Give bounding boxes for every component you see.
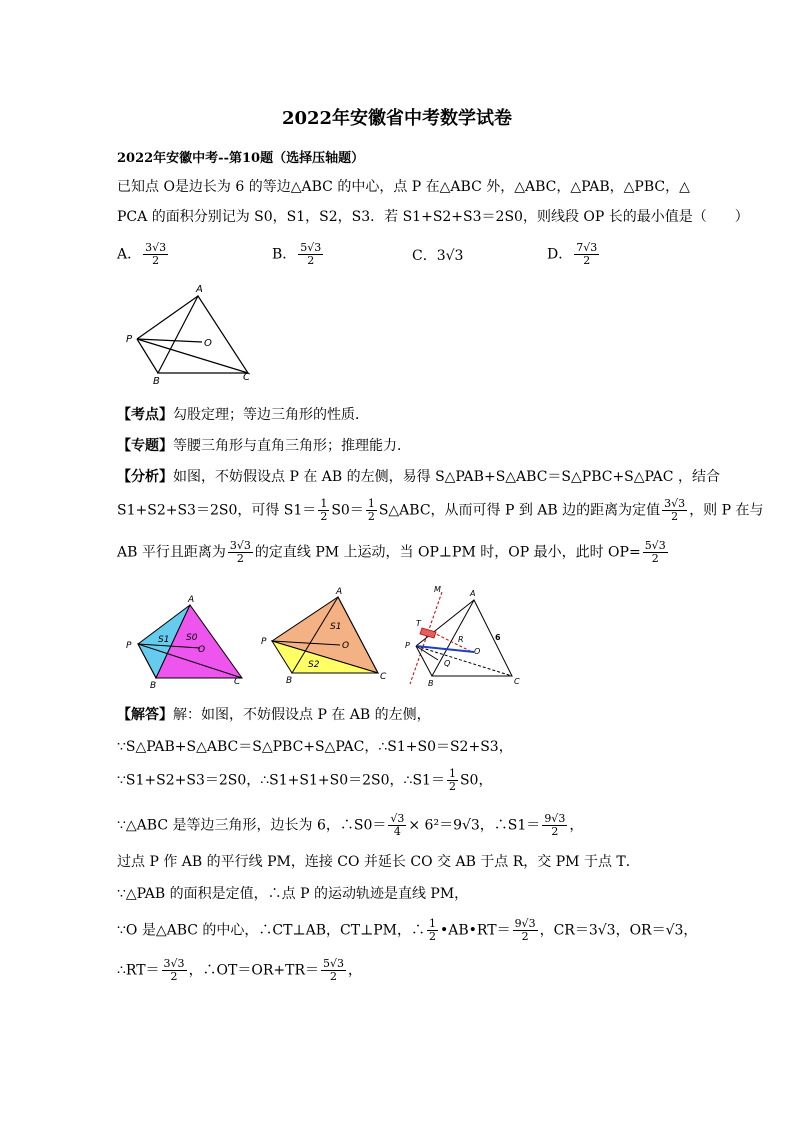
fenxi-line1: 【分析】如图，不妨假设点 P 在 AB 的左侧，易得 S△PAB+S△ABC＝S△PBC+S△PAC ，结合 (117, 469, 720, 485)
label-a: A (470, 589, 476, 598)
label-q: Q (444, 659, 451, 668)
label-s1: S1 (158, 635, 170, 645)
label-p: P (261, 637, 267, 647)
label-p: P (126, 641, 132, 651)
question-line1: 已知点 O是边长为 6 的等边△ABC 的中心，点 P 在△ABC 外，△ABC，△PAB，△PBC，△ (117, 179, 690, 195)
label-o: O (474, 647, 481, 656)
jieda-line3: ∵S1+S2+S3＝2S0，∴S1+S1+S0＝2S0，∴S1＝ $\frac{1}{2}$ S0， (117, 767, 493, 793)
kaodian: 【考点】勾股定理；等边三角形的性质． (117, 407, 369, 423)
label-a: A (336, 587, 343, 597)
label-c: C (380, 672, 387, 682)
question-line2: PCA 的面积分别记为 S0，S1，S2，S3．若 S1+S2+S3＝2S0，则线段 OP 长的最小值是（ ） (117, 209, 749, 225)
label-a: A (196, 284, 203, 295)
label-p: P (126, 334, 133, 345)
jieda-line4: ∵△ABC 是等边三角形，边长为 6，∴S0＝ $\frac{√3}{4}$ × 6²＝9√3，∴S1＝ $\frac{9√3}{2}$ ， (117, 812, 584, 838)
figure-triangle-1 (120, 280, 260, 390)
jieda-line6: ∵△PAB 的面积是定值，∴点 P 的运动轨迹是直线 PM， (117, 886, 469, 902)
label-t: T (416, 619, 421, 628)
option-a: A． $\frac{3√3}{2}$ (117, 241, 167, 267)
fenxi-line3: AB 平行且距离为 $\frac{3√3}{2}$ 的定直线 PM 上运动，当 OP⊥PM 时，OP 最小，此时 OP= $\frac{5√3}{2}$ (117, 539, 666, 565)
option-c: C．3√3 (412, 248, 464, 264)
option-d: D． $\frac{7√3}{2}$ (547, 241, 598, 267)
label-b: B (153, 376, 160, 387)
jieda-line7: ∵O 是△ABC 的中心，∴CT⊥AB，CT⊥PM，∴ $\frac{1}{2}$ •AB•RT＝ $\frac{9√3}{2}$ ，CR＝3√3，OR＝√3， (117, 917, 698, 943)
label-s1: S1 (330, 622, 342, 632)
jieda-line5: 过点 P 作 AB 的平行线 PM，连接 CO 并延长 CO 交 AB 于点 R，交 PM 于点 T． (117, 854, 640, 870)
label-p: P (405, 641, 410, 650)
label-a: A (188, 595, 195, 605)
label-o: O (198, 645, 206, 655)
label-s2: S2 (308, 660, 320, 670)
jieda-line8: ∴RT＝ $\frac{3√3}{2}$ ，∴OT＝OR+TR＝ $\frac{5√3}{2}$ ， (117, 957, 363, 983)
figure-triangle-3 (258, 585, 398, 690)
label-c: C (514, 677, 520, 686)
label-r: R (458, 635, 464, 644)
fenxi-line2: S1+S2+S3＝2S0，可得 S1＝ $\frac{1}{2}$ S0＝ $\frac{1}{2}$ S△ABC，从而可得 P 到 AB 边的距离为定值 $\frac{3√3}{2}$ ，则 P 在与 (117, 497, 764, 523)
label-o: O (342, 641, 350, 651)
label-m: M (434, 585, 441, 594)
figure-triangle-4 (398, 580, 528, 690)
zhuanti: 【专题】等腰三角形与直角三角形；推理能力． (117, 438, 411, 454)
subtitle: 2022年安徽中考--第10题（选择压轴题） (117, 151, 365, 166)
jieda-line1: 【解答】解：如图，不妨假设点 P 在 AB 的左侧， (117, 707, 431, 723)
label-b: B (286, 676, 293, 686)
page-title: 2022年安徽省中考数学试卷 (281, 108, 513, 129)
jieda-line2: ∵S△PAB+S△ABC＝S△PBC+S△PAC，∴S1+S0＝S2+S3， (117, 739, 513, 755)
option-b: B． $\frac{5√3}{2}$ (272, 241, 322, 267)
label-six: 6 (495, 633, 501, 642)
label-c: C (234, 677, 241, 687)
label-b: B (428, 679, 434, 688)
label-c: C (243, 372, 250, 383)
label-s0: S0 (186, 633, 198, 643)
label-b: B (150, 681, 157, 690)
figure-triangle-2 (120, 590, 250, 690)
label-o: O (204, 338, 212, 349)
